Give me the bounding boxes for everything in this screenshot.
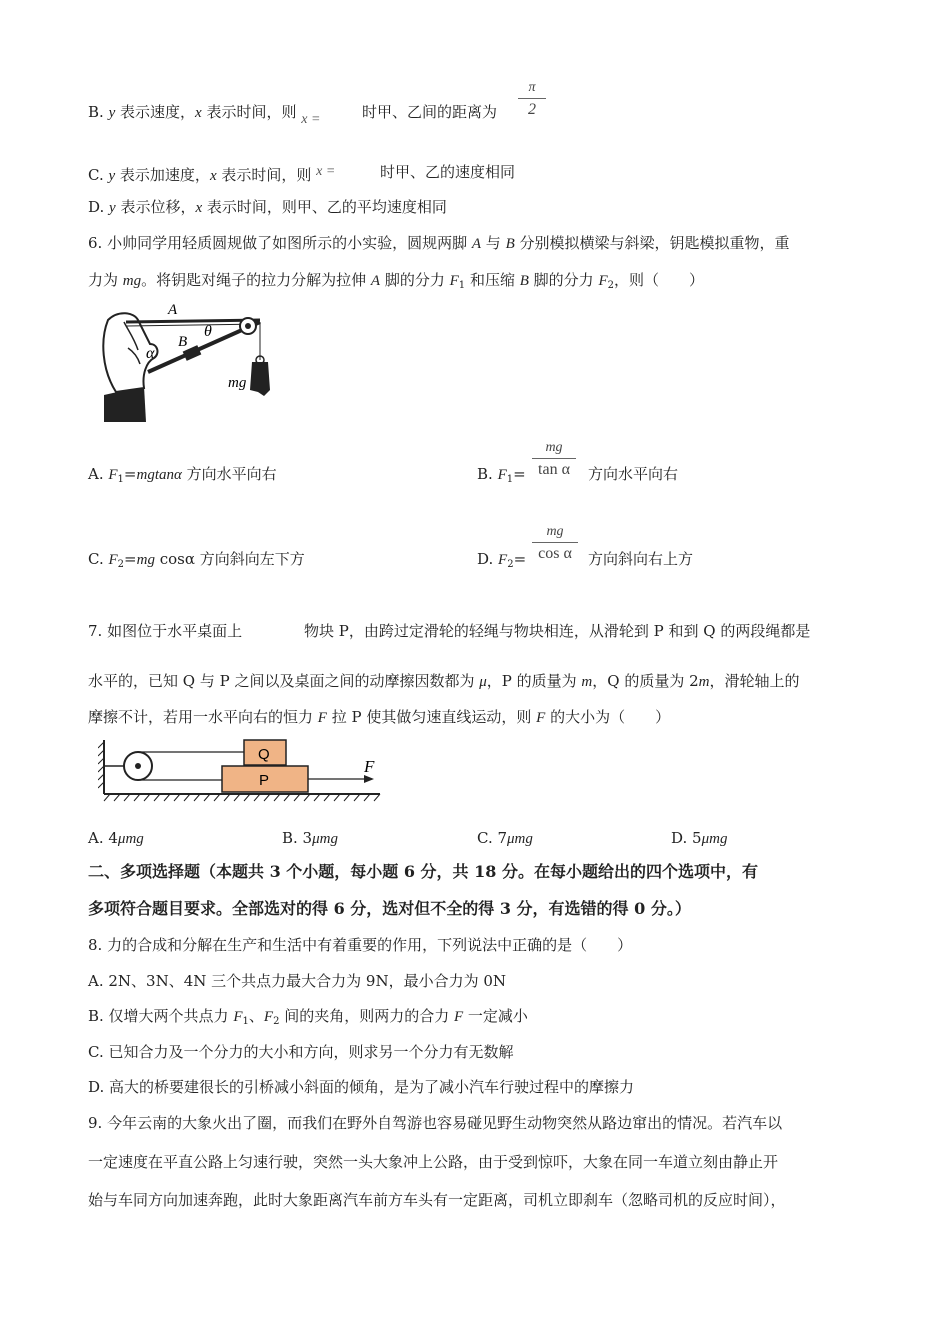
svg-text:mg: mg [228,375,247,391]
q8-option-a: A. 2N、3N、4N 三个共点力最大合力为 9N，最小合力为 0N [88,972,507,990]
q6-option-b-fraction: mg tan α [532,440,576,479]
q8-option-b: B. 仅增大两个共点力 $F_1$、$F_2$ 间的夹角，则两力的合力 F 一定减小 [88,1007,528,1027]
q9-stem-line2: 一定速度在平直公路上匀速行驶，突然一头大象冲上公路，由于受到惊吓，大象在同一车道立刻由静止开 [88,1153,779,1171]
keys-shape [250,362,270,396]
svg-text:F: F [364,757,375,776]
q7-option-a: A. 4μmg [88,829,144,847]
q5-option-c-tail: 时甲、乙的速度相同 [380,163,516,181]
q8-option-c: C. 已知合力及一个分力的大小和方向，则求另一个分力有无数解 [88,1043,514,1061]
q7-pulley-figure [98,738,383,804]
q6-option-d-fraction: mg cos α [532,524,578,563]
q5-option-b-tail: 时甲、乙间的距离为 [362,103,498,121]
q7-option-c: C. 7μmg [477,829,533,847]
svg-text:A: A [168,302,178,318]
section-2-heading-line2: 多项符合题目要求。全部选对的得 6 分，选对但不全的得 3 分，有选错的得 0 分。） [88,899,691,918]
q6-stem-line2: 力为 mg。将钥匙对绳子的拉力分解为拉伸 A 脚的分力 $F_1$ 和压缩 B 脚的分力 $F_2$，则（ ） [88,271,704,291]
q8-option-d: D. 高大的桥要建很长的引桥减小斜面的倾角，是为了减小汽车行驶过程中的摩擦力 [88,1078,635,1096]
q5-option-b: B. y 表示速度，x 表示时间，则 x = [88,103,321,127]
q7-stem-line2: 水平的，已知 Q 与 P 之间以及桌面之间的动摩擦因数都为 μ，P 的质量为 m，Q 的质量为 2m，滑轮轴上的 [88,672,800,690]
q6-compass-figure [98,300,283,422]
q7-stem-line1-tail: 物块 P，由跨过定滑轮的轻绳与物块相连，从滑轮到 P 和到 Q 的两段绳都是 [304,622,811,640]
q7-stem-line1: 7. 如图位于水平桌面上 [88,622,243,640]
q7-stem-line3: 摩擦不计，若用一水平向右的恒力 F 拉 P 使其做匀速直线运动，则 F 的大小为（ ） [88,708,671,726]
q5-option-c: C. y 表示加速度，x 表示时间，则 x = [88,164,336,184]
q7-option-b: B. 3μmg [282,829,338,847]
q9-stem-line1: 9. 今年云南的大象火出了圈，而我们在野外自驾游也容易碰见野生动物突然从路边窜出的情况。若汽车以 [88,1114,783,1132]
svg-text:Q: Q [258,746,270,763]
q8-stem: 8. 力的合成和分解在生产和生活中有着重要的作用，下列说法中正确的是（ ） [88,936,633,954]
svg-text:B: B [178,334,188,350]
q5-option-b-fraction: π 2 [518,80,546,119]
svg-text:α: α [146,345,155,362]
q9-stem-line3: 始与车同方向加速奔跑，此时大象距离汽车前方车头有一定距离，司机立即刹车（忽略司机的反应时间）， [88,1191,786,1209]
q7-option-d: D. 5μmg [671,829,728,847]
svg-text:P: P [259,772,270,789]
svg-text:θ: θ [204,323,212,340]
q6-option-d: D. $F_2=$ [477,550,527,570]
q6-stem-line1: 6. 小帅同学用轻质圆规做了如图所示的小实验，圆规两脚 A 与 B 分别模拟横梁与斜梁，钥匙模拟重物，重 [88,234,790,252]
q6-option-c: C. $F_2=mg$ cosα 方向斜向左下方 [88,550,305,570]
section-2-heading-line1: 二、多项选择题（本题共 3 个小题，每小题 6 分，共 18 分。在每小题给出的四个选项中，有 [88,862,758,881]
q6-option-d-tail: 方向斜向右上方 [588,550,694,568]
q5-option-d: D. y 表示位移，x 表示时间，则甲、乙的平均速度相同 [88,198,447,216]
q6-option-a: A. $F_1=mgtan\alpha$ 方向水平向右 [88,465,277,485]
q6-option-b: B. $F_1=$ [477,465,526,485]
q6-option-b-tail: 方向水平向右 [588,465,679,483]
table-hatching [104,794,380,801]
